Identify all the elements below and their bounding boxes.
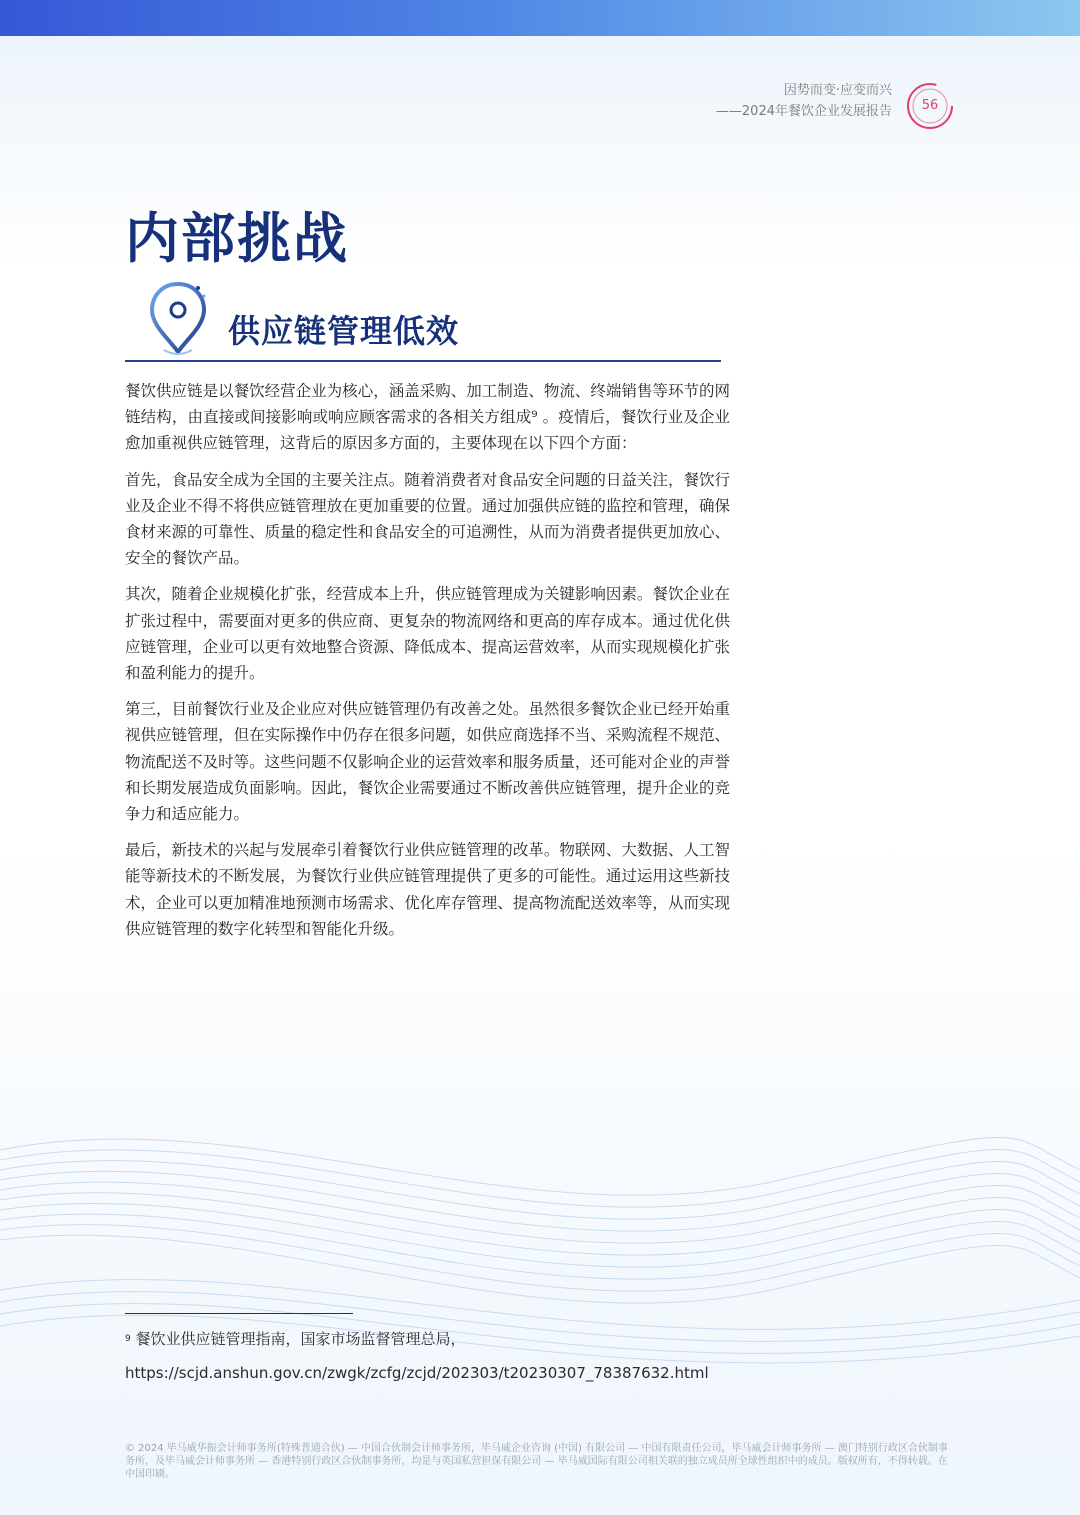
paragraph: 其次，随着企业规模化扩张，经营成本上升，供应链管理成为关键影响因素。餐饮企业在扩张过程中，需要面对更多的供应商、更复杂的物流网络和更高的库存成本。通过优化供应链管理，企业可以更有效地整合资源、降低成本、提高运营效率，从而实现规模化扩张和盈利能力的提升。 — [125, 585, 730, 683]
footnote — [125, 1322, 765, 1390]
top-color-band — [0, 0, 1080, 36]
footnote-text: 餐饮业供应链管理指南，国家市场监督管理总局， — [135, 1330, 466, 1348]
paragraph: 首先，食品安全成为全国的主要关注点。随着消费者对食品安全问题的日益关注，餐饮行业及企业不得不将供应链管理放在更加重要的位置。通过加强供应链的监控和管理，确保食材来源的可靠性、质量的稳定性和食品安全的可追溯性，从而为消费者提供更加放心、安全的餐饮产品。 — [125, 470, 730, 568]
section-heading: 供应链管理低效 — [228, 312, 460, 350]
running-header — [716, 80, 892, 122]
paragraph: 最后，新技术的兴起与发展牵引着餐饮行业供应链管理的改革。物联网、大数据、人工智能等新技术的不断发展，为餐饮行业供应链管理提供了更多的可能性。通过运用这些新技术，企业可以更加精准地预测市场需求、优化库存管理、提高物流配送效率等，从而实现供应链管理的数字化转型和智能化升级。 — [125, 841, 730, 938]
body-text — [125, 378, 730, 952]
footnote-marker: 9 — [125, 1334, 131, 1344]
footnote-url[interactable]: https://scjd.anshun.gov.cn/zwgk/zcfg/zcjd/202303/t20230307_78387632.html — [125, 1364, 709, 1382]
header-line-1: 因势而变·应变而兴 — [783, 83, 892, 98]
copyright-notice: © 2024 毕马威华振会计师事务所(特殊普通合伙) — 中国合伙制会计师事务所，毕马威企业咨询 (中国) 有限公司 — 中国有限责任公司，毕马威会计师事务所 — 澳门特别行政区合伙制事务所，及毕马威会计师事务所 — 香港特别行政区合伙制事务所，均是与英国私营担保有限公司 — 毕马威国际有限公司相关联的独立成员所全球性组织中的成员。版权所有，不得转载。在中国印刷。 — [125, 1443, 948, 1480]
page-number: 56 — [921, 98, 939, 113]
paragraph: 第三，目前餐饮行业及企业应对供应链管理仍有改善之处。虽然很多餐饮企业已经开始重视供应链管理，但在实际操作中仍存在很多问题，如供应商选择不当、采购流程不规范、物流配送不及时等。这些问题不仅影响企业的运营效率和服务质量，还可能对企业的声誉和长期发展造成负面影响。因此，餐饮企业需要通过不断改善供应链管理，提升企业的竞争力和适应能力。 — [125, 700, 730, 824]
paragraph: 餐饮供应链是以餐饮经营企业为核心，涵盖采购、加工制造、物流、终端销售等环节的网链结构，由直接或间接影响或响应顾客需求的各相关方组成⁹ 。疫情后，餐饮行业及企业愈加重视供应链管理，这背后的原因多方面的，主要体现在以下四个方面： — [125, 382, 730, 453]
location-pin-icon — [146, 278, 212, 358]
footnote-divider — [125, 1313, 353, 1314]
page-title: 内部挑战 — [125, 207, 349, 270]
header-line-2: ——2024年餐饮企业发展报告 — [715, 104, 892, 119]
section-divider — [125, 360, 721, 362]
